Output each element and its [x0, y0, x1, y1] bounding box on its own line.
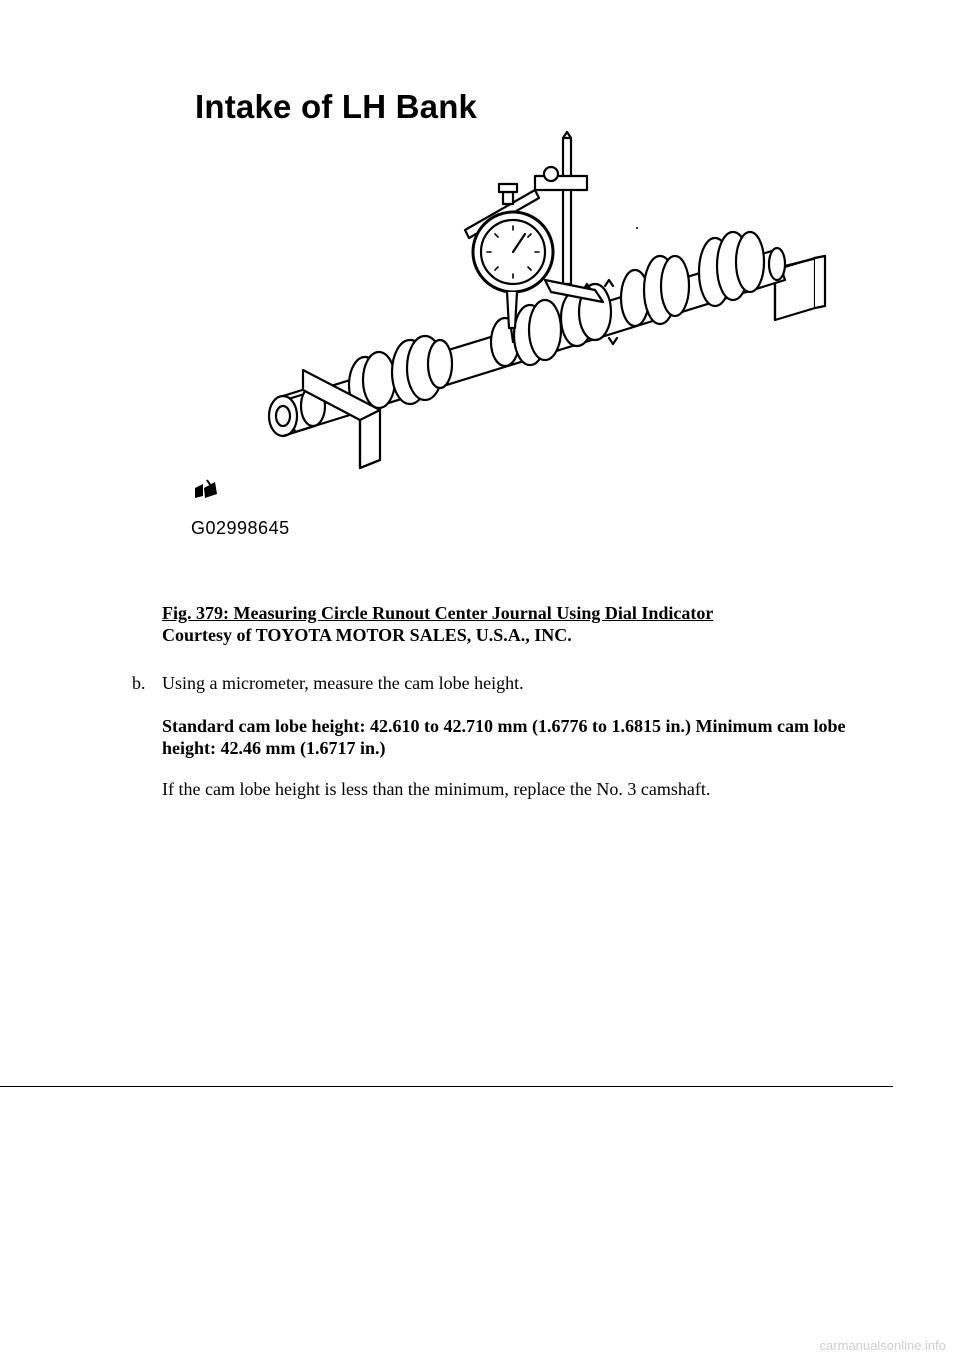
camshaft-dial-indicator-illustration: [185, 80, 835, 550]
caption-credit: Courtesy of TOYOTA MOTOR SALES, U.S.A., INC.: [162, 625, 572, 645]
figure: [185, 80, 835, 550]
step-marker: b.: [132, 673, 146, 693]
figure-caption: [162, 602, 713, 646]
footer-divider: [0, 1086, 893, 1087]
watermark: carmanualsonline.info: [819, 1338, 946, 1353]
replacement-note: If the cam lobe height is less than the minimum, replace the No. 3 camshaft.: [162, 779, 711, 799]
figure-mark-icon: [193, 478, 219, 500]
caption-title[interactable]: Fig. 379: Measuring Circle Runout Center Journal Using Dial Indicator: [162, 603, 714, 623]
specification: Standard cam lobe height: 42.610 to 42.710 mm (1.6776 to 1.6815 in.) Minimum cam lobe height: 42.46 mm (1.6717 in.): [162, 716, 846, 758]
step-text: Using a micrometer, measure the cam lobe height.: [162, 673, 524, 693]
figure-code: G02998645: [191, 518, 290, 538]
figure-title: Intake of LH Bank: [195, 88, 478, 125]
